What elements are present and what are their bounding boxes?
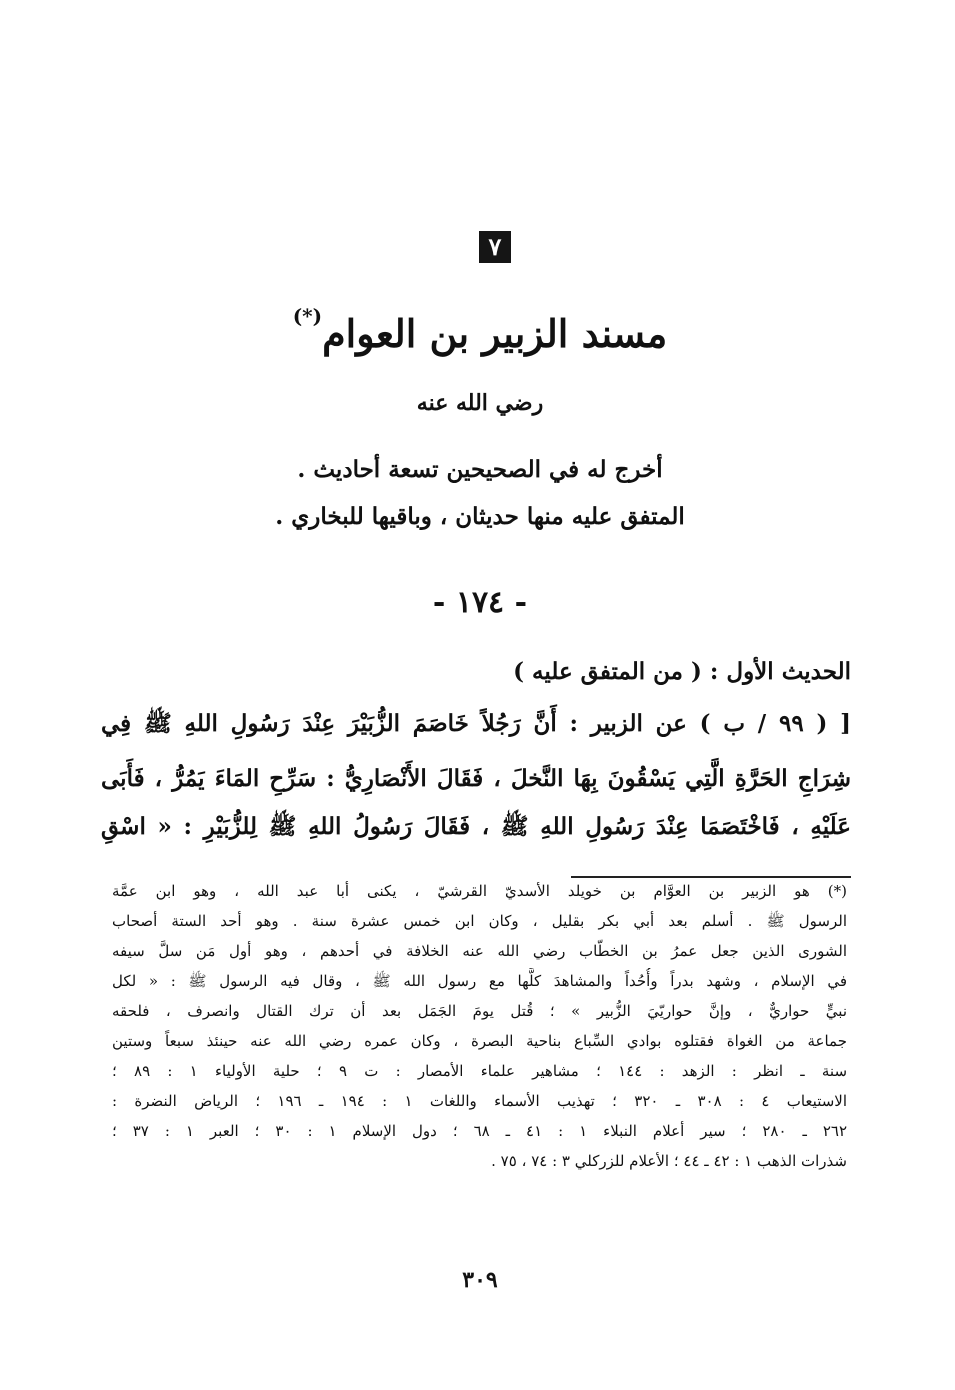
page-number: ٣٠٩ [462,1267,498,1293]
page-title [180,306,780,362]
hadith-text-line: عَلَيْهِ ، فَاخْتَصَمَا عِنْدَ رَسُولِ اللهِ ﷺ ، فَقَالَ رَسُولُ اللهِ ﷺ لِلزُّبَيْرِ : « اسْقِ [101,813,851,840]
footnote-line: (*) هو الزبير بن العوَّام بن خويلد الأسديّ القرشيّ ، يكنى أبا عبد الله ، وهو ابن عمَّة [112,882,847,900]
hadith-text-line: شِرَاجِ الحَرَّةِ الَّتِي يَسْقُونَ بِهَا النَّخلَ ، فَقَالَ الأَنْصَارِيُّ : سَرِّحِ المَاءَ يَمُرُّ ، فَأَبَى [101,765,851,792]
footnote-line: في الإسلام ، وشهد بدراً وأُحُداً والمشاهدَ كلَّها مع رسول الله ﷺ ، وقال فيه الرسول ﷺ : « لكل [112,972,847,990]
footnote-line: ٢٦٢ ـ ٢٨٠ ؛ سير أعلام النبلاء ١ : ٤١ ـ ٦٨ ؛ دول الإسلام ١ : ٣٠ ؛ العبر ١ : ٣٧ ؛ [112,1122,847,1140]
footnote-line: جماعة من الغواة فقتلوه بوادي السِّباع بناحية البصرة ، وكان عمره رضي الله عنه حينئذ سبعاً وستين [112,1032,847,1050]
hadith-text-line: [ ( ٩٩ / ب ) عن الزبير : أَنَّ رَجُلاً خَاصَمَ الزُّبَيْرَ عِنْدَ رَسُولِ اللهِ ﷺ فِي [101,710,851,737]
hadith-heading: الحديث الأول : ( من المتفق عليه ) [513,658,851,685]
subtitle: رضي الله عنه [416,390,544,416]
footnote-line: شذرات الذهب ١ : ٤٢ ـ ٤٤ ؛ الأعلام للزركلي ٣ : ٧٤ ، ٧٥ . [491,1152,847,1170]
chapter-number-badge: ٧ [479,231,511,263]
hadith-number: - ١٧٤ - [432,585,528,620]
footnote-line: الاستيعاب ٤ : ٣٠٨ ـ ٣٢٠ ؛ تهذيب الأسماء واللغات ١ : ١٩٤ ـ ١٩٦ ؛ الرياض النضرة : [112,1092,847,1110]
intro-line: المتفق عليه منها حديثان ، وباقيها للبخاري . [275,503,685,530]
intro-line: أخرج له في الصحيحين تسعة أحاديث . [297,456,663,483]
footnote-line: سنة ـ انظر : الزهد : ١٤٤ ؛ مشاهير علماء الأمصار : ت ٩ ؛ حلية الأولياء ١ : ٨٩ ؛ [112,1062,847,1080]
footnote-line: نبيٍّ حواريٌّ ، وإنَّ حواريّيَ الزُّبير » ؛ قُتل يومَ الجَمَل بعد أن ترك القتال وانصرف ، فلحقه [112,1002,847,1020]
footnote-line: الشورى الذين جعل عمرُ بن الخطّاب رضي الله عنه الخلافة في أحدهم ، وهو أول مَن سلَّ سيفه [112,942,847,960]
title-text: مسند الزبير بن العوام [322,311,668,356]
footnote-line: الرسول ﷺ . أسلم بعد أبي بكر بقليل ، وكان ابن خمس عشرة سنة . وهو أحد الستة أصحاب [112,912,847,930]
footnote-marker: (*) [292,304,323,328]
